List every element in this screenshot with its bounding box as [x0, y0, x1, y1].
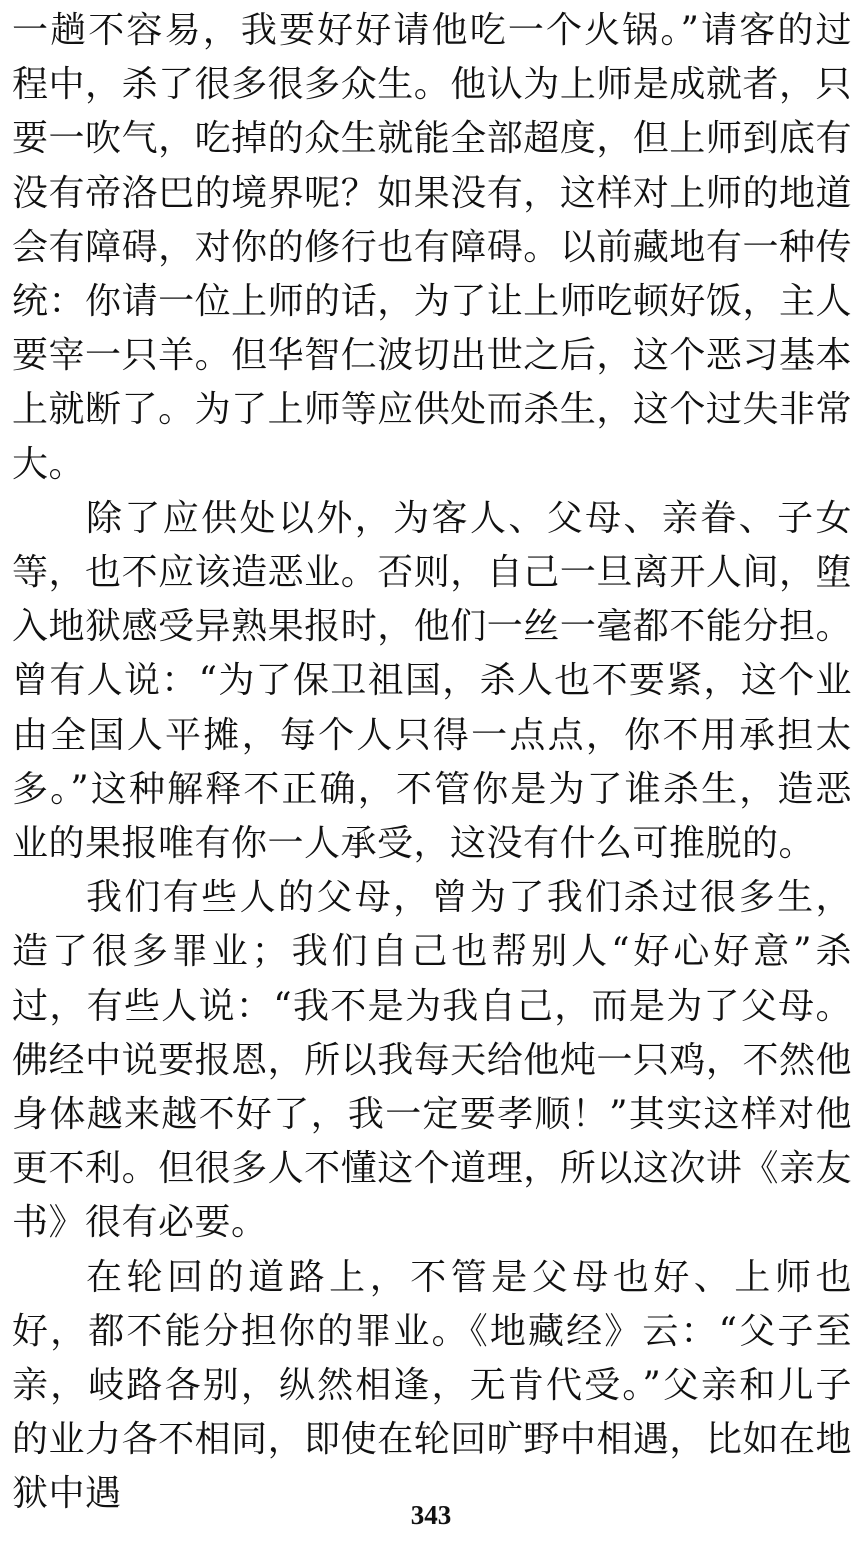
paragraph-2: 除了应供处以外，为客人、父母、亲眷、子女等，也不应该造恶业。否则，自己一旦离开人间，堕入地狱感受异熟果报时，他们一丝一毫都不能分担。曾有人说：“为了保卫祖国，杀人也不要紧，这个业由全国人平摊，每个人只得一点点，你不用承担太多。”这种解释不正确，不管你是为了谁杀生，造恶业的果报唯有你一人承受，这没有什么可推脱的。: [12, 497, 852, 865]
paragraph-3: 我们有些人的父母，曾为了我们杀过很多生，造了很多罪业；我们自己也帮别人“好心好意”杀过，有些人说：“我不是为我自己，而是为了父母。佛经中说要报恩，所以我每天给他炖一只鸡，不然他身体越来越不好了，我一定要孝顺！”其实这样对他更不利。但很多人不懂这个道理，所以这次讲《亲友书》很有必要。: [12, 877, 852, 1244]
paragraph-4: 在轮回的道路上，不管是父母也好、上师也好，都不能分担你的罪业。《地藏经》云：“父子至亲，岐路各别，纵然相逢，无肯代受。”父亲和儿子的业力各不相同，即使在轮回旷野中相遇，比如在地狱中遇: [12, 1256, 852, 1515]
page-number: 343: [410, 1500, 452, 1530]
paragraph-1: 一趟不容易，我要好好请他吃一个火锅。”请客的过程中，杀了很多很多众生。他认为上师是成就者，只要一吹气，吃掉的众生就能全部超度，但上师到底有没有帝洛巴的境界呢？如果没有，这样对上师的地道会有障碍，对你的修行也有障碍。以前藏地有一种传统：你请一位上师的话，为了让上师吃顿好饭，主人要宰一只羊。但华智仁波切出世之后，这个恶习基本上就断了。为了上师等应供处而杀生，这个过失非常大。: [12, 10, 852, 485]
